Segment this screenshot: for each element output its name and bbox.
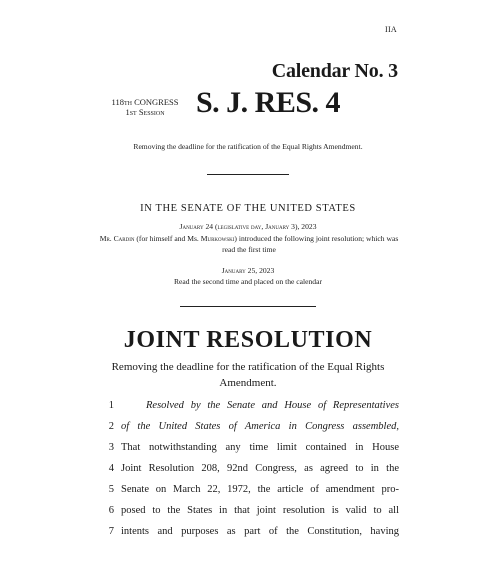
line-number: 3 bbox=[108, 442, 114, 453]
purpose-statement: Removing the deadline for the ratification of the Equal Rights Amendment. bbox=[111, 361, 385, 389]
short-title: Removing the deadline for the ratification of the Equal Rights Amendment. bbox=[133, 142, 363, 151]
line-text: posed to the States in that joint resolution is valid to all bbox=[121, 505, 399, 516]
second-reading-date: January 25, 2023 bbox=[221, 266, 275, 275]
resolution-line bbox=[0, 463, 496, 483]
line-text: That notwithstanding any time limit contained in House bbox=[121, 442, 399, 453]
document-type-heading: JOINT RESOLUTION bbox=[123, 327, 373, 353]
resolution-line bbox=[0, 526, 496, 546]
line-number: 5 bbox=[108, 484, 114, 495]
line-text: Joint Resolution 208, 92nd Congress, as agreed to in the bbox=[121, 463, 399, 474]
cosponsor-name: Murkowski bbox=[200, 234, 235, 243]
second-reading-action: Read the second time and placed on the calendar bbox=[173, 277, 322, 286]
line-text: Senate on March 22, 1972, the article of amendment pro- bbox=[121, 484, 399, 495]
congress-session bbox=[103, 97, 187, 117]
line-number: 2 bbox=[108, 421, 114, 432]
resolution-line bbox=[0, 421, 496, 441]
introduction-date: January 24 (legislative day, January 3), 2023 bbox=[179, 222, 317, 231]
line-number: 1 bbox=[108, 400, 114, 411]
session-label: 1st Session bbox=[125, 107, 165, 117]
introduction-statement bbox=[96, 234, 402, 255]
line-text: intents and purposes as part of the Constitution, having bbox=[121, 526, 399, 537]
divider-top bbox=[207, 174, 289, 175]
line-number: 7 bbox=[108, 526, 114, 537]
resolution-line bbox=[0, 400, 496, 420]
resolution-line bbox=[0, 442, 496, 462]
chamber-heading: IN THE SENATE OF THE UNITED STATES bbox=[140, 203, 356, 214]
line-text: of the United States of America in Congress assembled, bbox=[121, 421, 399, 432]
bill-number: S. J. RES. 4 bbox=[196, 86, 341, 119]
calendar-number: Calendar No. 3 bbox=[271, 60, 398, 82]
congress-label: 118th CONGRESS bbox=[111, 97, 179, 107]
page-identifier-text: IIA bbox=[384, 25, 397, 34]
divider-middle bbox=[180, 306, 316, 307]
intro-text-1: (for himself and Ms. bbox=[134, 234, 201, 243]
line-text: Resolved by the Senate and House of Representatives bbox=[146, 400, 399, 411]
intro-text-2: ) introduced the following joint resolution; which was read the first time bbox=[222, 234, 399, 254]
resolution-line bbox=[0, 484, 496, 504]
line-number: 6 bbox=[108, 505, 114, 516]
line-number: 4 bbox=[108, 463, 114, 474]
resolution-line bbox=[0, 505, 496, 525]
sponsor-name: Mr. Cardin bbox=[99, 234, 135, 243]
